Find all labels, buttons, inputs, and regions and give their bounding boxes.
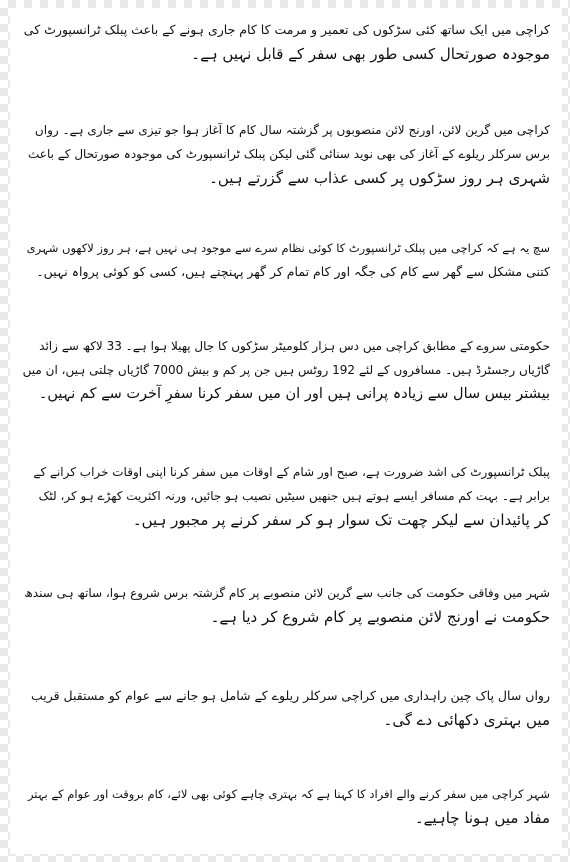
paragraph-line: کتنی مشکل سے گھر سے کام کی جگہ اور کام تمام کر گھر پہنچتے ہیں، کسی کو کوئی پرواہ نہیں۔ [36,264,550,279]
paragraph-line: شہر کراچی میں سفر کرنے والے افراد کا کہنا ہے کہ بہتری چاہے کوئی بھی لائے، کام بروقت اور عوام کے بہتر [27,787,550,801]
paragraph-line: برابر ہے۔ بہت کم مسافر ایسے ہوتے ہیں جنھیں سیٹیں نصیب ہو جائیں، ورنہ اکثریت کھڑے ہو کر، لٹک [38,489,550,503]
paragraph-line: بیشتر بیس سال سے زیادہ پرانی ہیں اور ان میں سفر کرنا سفرِ آخرت سے کم نہیں۔ [38,386,550,402]
paragraph-2 [22,118,550,190]
paragraph-line: شہر میں وفاقی حکومت کی جانب سے گرین لائن منصوبے پر کام گزشتہ برس شروع ہوا، ساتھ ہی سندھ [24,586,550,600]
paragraph-line: رواں سال پاک چین راہداری میں کراچی سرکلر ریلوے کے شامل ہو جانے سے عوام کو مستقبل قریب [30,688,550,703]
paragraph-line: برس سرکلر ریلوے کے آغاز کی بھی نوید سنائی گئی لیکن پبلک ٹرانسپورٹ کی موجودہ صورتحال کے باعث [28,147,550,161]
paragraph-line: کراچی میں ایک ساتھ کئی سڑکوں کی تعمیر و مرمت کا کام جاری ہونے کے باعث پبلک ٹرانسپورٹ کی [23,22,550,37]
paragraph-line: سچ یہ ہے کہ کراچی میں پبلک ٹرانسپورٹ کا کوئی نظام سرے سے موجود ہی نہیں ہے، ہر روز لاکھوں شہری [26,241,550,255]
paragraph-line: شہری ہر روز سڑکوں پر کسی عذاب سے گزرتے ہیں۔ [209,169,550,187]
paragraph-6 [22,581,550,629]
paragraph-line: کراچی میں گرین لائن، اورنج لائن منصوبوں پر گزشتہ سال کام کا آغاز ہوا جو تیزی سے جاری ہے۔ رواں [34,123,550,137]
document-page [10,8,562,854]
paragraph-line: میں بہتری دکھائی دے گی۔ [383,711,550,729]
paragraph-5 [22,460,550,532]
paragraph-7 [22,684,550,732]
paragraph-4 [22,334,550,406]
paragraph-8 [22,782,550,830]
paragraph-line: پبلک ٹرانسپورٹ کی اشد ضرورت ہے، صبح اور شام کے اوقات میں سفر کرنا اپنی اوقات خراب کرانے کے [33,465,550,479]
paragraph-line: کر پائیدان سے لیکر چھت تک سوار ہو کر سفر کرنے پر مجبور ہیں۔ [132,511,550,529]
paragraph-line: حکومت نے اورنج لائن منصوبے پر کام شروع کر دیا ہے۔ [210,608,550,626]
paragraph-1 [22,18,550,66]
paragraph-line: موجودہ صورتحال کسی طور بھی سفر کے قابل نہیں ہے۔ [191,45,550,63]
paragraph-line: گاڑیاں رجسٹرڈ ہیں۔ مسافروں کے لئے 192 روٹس ہیں جن پر کم و بیش 7000 گاڑیاں چلتی ہیں، ان میں [22,363,550,377]
paragraph-line: مفاد میں ہونا چاہیے۔ [414,809,550,827]
paragraph-3 [22,236,550,284]
paragraph-line: حکومتی سروے کے مطابق کراچی میں دس ہزار کلومیٹر سڑکوں کا جال پھیلا ہوا ہے۔ 33 لاکھ سے زائد [39,339,550,353]
